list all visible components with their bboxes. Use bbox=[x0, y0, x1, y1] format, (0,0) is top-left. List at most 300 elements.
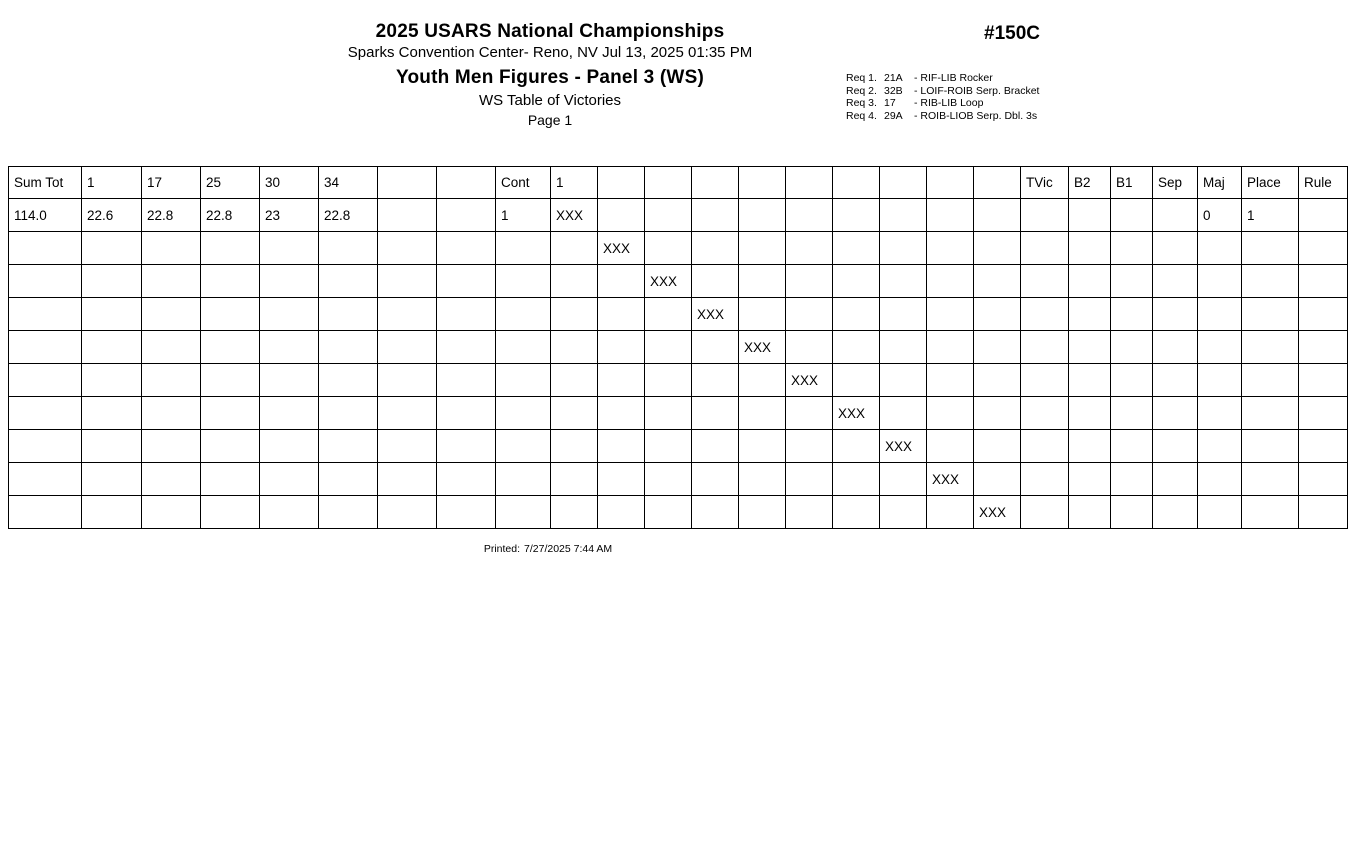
cell-v2[interactable] bbox=[598, 298, 645, 331]
cell-v6[interactable]: XXX bbox=[786, 364, 833, 397]
cell-v9[interactable] bbox=[927, 364, 974, 397]
cell-v3[interactable]: XXX bbox=[645, 265, 692, 298]
column-header-v10 bbox=[974, 167, 1021, 199]
cell-v5[interactable] bbox=[739, 430, 786, 463]
cell-blank2[interactable] bbox=[437, 232, 496, 265]
cell-cont[interactable] bbox=[496, 364, 551, 397]
requirement-code: 17 bbox=[884, 97, 896, 110]
cell-b1[interactable] bbox=[1111, 265, 1153, 298]
column-header-v2 bbox=[598, 167, 645, 199]
cell-b1[interactable] bbox=[1111, 232, 1153, 265]
cell-cont[interactable] bbox=[496, 331, 551, 364]
cell-b2[interactable] bbox=[1069, 496, 1111, 529]
cell-v8[interactable] bbox=[880, 265, 927, 298]
cell-sum_tot[interactable] bbox=[9, 397, 82, 430]
cell-rule[interactable] bbox=[1299, 364, 1348, 397]
cell-j1[interactable] bbox=[82, 430, 142, 463]
cell-tvic[interactable] bbox=[1021, 430, 1069, 463]
cell-sep[interactable] bbox=[1153, 331, 1198, 364]
cell-blank1[interactable] bbox=[378, 298, 437, 331]
column-header-v9 bbox=[927, 167, 974, 199]
page-label: Page 1 bbox=[527, 112, 573, 128]
requirement-number: Req 4. bbox=[846, 109, 877, 122]
cell-blank2[interactable] bbox=[437, 364, 496, 397]
cell-maj[interactable] bbox=[1198, 496, 1242, 529]
cell-j1[interactable]: 22.6 bbox=[82, 199, 142, 232]
cell-j34[interactable] bbox=[319, 430, 378, 463]
cell-v9[interactable] bbox=[927, 265, 974, 298]
table-row bbox=[9, 199, 1348, 232]
cell-v2[interactable] bbox=[598, 496, 645, 529]
cell-j30[interactable] bbox=[260, 232, 319, 265]
cell-v2[interactable] bbox=[598, 430, 645, 463]
cell-b1[interactable] bbox=[1111, 298, 1153, 331]
cell-v3[interactable] bbox=[645, 331, 692, 364]
cell-v7[interactable] bbox=[833, 331, 880, 364]
cell-v7[interactable]: XXX bbox=[833, 397, 880, 430]
cell-b2[interactable] bbox=[1069, 232, 1111, 265]
cell-j25[interactable] bbox=[201, 430, 260, 463]
cell-j34[interactable] bbox=[319, 298, 378, 331]
cell-tvic[interactable] bbox=[1021, 298, 1069, 331]
cell-v10[interactable] bbox=[974, 430, 1021, 463]
cell-j30[interactable] bbox=[260, 265, 319, 298]
column-header-sum_tot: Sum Tot bbox=[9, 167, 82, 199]
cell-v8[interactable] bbox=[880, 232, 927, 265]
cell-sep[interactable] bbox=[1153, 463, 1198, 496]
event-number: #150C bbox=[984, 23, 1040, 44]
cell-v7[interactable] bbox=[833, 496, 880, 529]
cell-sum_tot[interactable] bbox=[9, 463, 82, 496]
cell-sum_tot[interactable] bbox=[9, 364, 82, 397]
cell-v6[interactable] bbox=[786, 463, 833, 496]
cell-tvic[interactable] bbox=[1021, 496, 1069, 529]
requirement-code: 21A bbox=[884, 72, 903, 84]
cell-place[interactable] bbox=[1242, 397, 1299, 430]
cell-j1[interactable] bbox=[82, 364, 142, 397]
cell-j34[interactable] bbox=[319, 232, 378, 265]
column-header-v3 bbox=[645, 167, 692, 199]
cell-v9[interactable] bbox=[927, 199, 974, 232]
cell-maj[interactable] bbox=[1198, 430, 1242, 463]
cell-v5[interactable] bbox=[739, 463, 786, 496]
cell-j30[interactable] bbox=[260, 496, 319, 529]
column-header-blank1 bbox=[378, 167, 437, 199]
requirement-description: - LOIF-ROIB Serp. Bracket bbox=[914, 84, 1040, 97]
cell-place[interactable] bbox=[1242, 364, 1299, 397]
cell-v3[interactable] bbox=[645, 364, 692, 397]
cell-j17[interactable] bbox=[142, 364, 201, 397]
cell-tvic[interactable] bbox=[1021, 199, 1069, 232]
cell-rule[interactable] bbox=[1299, 232, 1348, 265]
cell-v5[interactable] bbox=[739, 496, 786, 529]
cell-j34[interactable] bbox=[319, 397, 378, 430]
cell-v6[interactable] bbox=[786, 232, 833, 265]
cell-place[interactable] bbox=[1242, 265, 1299, 298]
cell-b2[interactable] bbox=[1069, 463, 1111, 496]
cell-v9[interactable] bbox=[927, 397, 974, 430]
cell-b2[interactable] bbox=[1069, 397, 1111, 430]
cell-v8[interactable] bbox=[880, 331, 927, 364]
cell-v1[interactable] bbox=[551, 463, 598, 496]
cell-j1[interactable] bbox=[82, 331, 142, 364]
cell-j34[interactable]: 22.8 bbox=[319, 199, 378, 232]
cell-blank1[interactable] bbox=[378, 496, 437, 529]
cell-j34[interactable] bbox=[319, 496, 378, 529]
cell-place[interactable] bbox=[1242, 496, 1299, 529]
cell-v3[interactable] bbox=[645, 430, 692, 463]
cell-cont[interactable] bbox=[496, 463, 551, 496]
cell-maj[interactable] bbox=[1198, 232, 1242, 265]
cell-j17[interactable] bbox=[142, 298, 201, 331]
cell-v4[interactable] bbox=[692, 463, 739, 496]
cell-j30[interactable] bbox=[260, 430, 319, 463]
cell-b1[interactable] bbox=[1111, 199, 1153, 232]
cell-v3[interactable] bbox=[645, 496, 692, 529]
cell-v2[interactable] bbox=[598, 463, 645, 496]
requirement-description: - RIB-LIB Loop bbox=[914, 97, 984, 110]
cell-b1[interactable] bbox=[1111, 430, 1153, 463]
cell-v5[interactable] bbox=[739, 298, 786, 331]
cell-v10[interactable]: XXX bbox=[974, 496, 1021, 529]
cell-v7[interactable] bbox=[833, 364, 880, 397]
cell-blank1[interactable] bbox=[378, 397, 437, 430]
cell-v1[interactable] bbox=[551, 364, 598, 397]
cell-cont[interactable] bbox=[496, 496, 551, 529]
cell-v10[interactable] bbox=[974, 331, 1021, 364]
cell-blank1[interactable] bbox=[378, 199, 437, 232]
cell-rule[interactable] bbox=[1299, 199, 1348, 232]
cell-j1[interactable] bbox=[82, 496, 142, 529]
cell-v5[interactable] bbox=[739, 232, 786, 265]
cell-sum_tot[interactable] bbox=[9, 265, 82, 298]
cell-cont[interactable] bbox=[496, 265, 551, 298]
cell-cont[interactable] bbox=[496, 430, 551, 463]
cell-sep[interactable] bbox=[1153, 298, 1198, 331]
cell-v1[interactable]: XXX bbox=[551, 199, 598, 232]
cell-v4[interactable] bbox=[692, 331, 739, 364]
cell-cont[interactable]: 1 bbox=[496, 199, 551, 232]
cell-v4[interactable] bbox=[692, 364, 739, 397]
cell-b2[interactable] bbox=[1069, 265, 1111, 298]
cell-place[interactable] bbox=[1242, 232, 1299, 265]
cell-v4[interactable] bbox=[692, 232, 739, 265]
cell-tvic[interactable] bbox=[1021, 364, 1069, 397]
cell-v2[interactable]: XXX bbox=[598, 232, 645, 265]
cell-blank2[interactable] bbox=[437, 331, 496, 364]
cell-v10[interactable] bbox=[974, 232, 1021, 265]
cell-place[interactable] bbox=[1242, 430, 1299, 463]
cell-v10[interactable] bbox=[974, 397, 1021, 430]
cell-v9[interactable]: XXX bbox=[927, 463, 974, 496]
cell-v4[interactable] bbox=[692, 265, 739, 298]
cell-j25[interactable] bbox=[201, 232, 260, 265]
cell-blank1[interactable] bbox=[378, 463, 437, 496]
cell-j25[interactable] bbox=[201, 364, 260, 397]
cell-v10[interactable] bbox=[974, 463, 1021, 496]
cell-j25[interactable]: 22.8 bbox=[201, 199, 260, 232]
cell-b2[interactable] bbox=[1069, 430, 1111, 463]
cell-v10[interactable] bbox=[974, 265, 1021, 298]
column-header-v8 bbox=[880, 167, 927, 199]
cell-v3[interactable] bbox=[645, 232, 692, 265]
cell-blank1[interactable] bbox=[378, 265, 437, 298]
cell-v1[interactable] bbox=[551, 397, 598, 430]
table-of-victories bbox=[8, 166, 1348, 529]
cell-j25[interactable] bbox=[201, 397, 260, 430]
cell-v7[interactable] bbox=[833, 463, 880, 496]
cell-tvic[interactable] bbox=[1021, 463, 1069, 496]
column-header-v1: 1 bbox=[551, 167, 598, 199]
cell-rule[interactable] bbox=[1299, 331, 1348, 364]
column-header-j34: 34 bbox=[319, 167, 378, 199]
cell-j17[interactable] bbox=[142, 331, 201, 364]
cell-v4[interactable] bbox=[692, 397, 739, 430]
cell-v8[interactable] bbox=[880, 298, 927, 331]
cell-j30[interactable] bbox=[260, 331, 319, 364]
cell-j34[interactable] bbox=[319, 463, 378, 496]
cell-j17[interactable] bbox=[142, 496, 201, 529]
cell-j30[interactable] bbox=[260, 364, 319, 397]
cell-v8[interactable] bbox=[880, 199, 927, 232]
cell-v1[interactable] bbox=[551, 496, 598, 529]
cell-v3[interactable] bbox=[645, 463, 692, 496]
requirement-code: 29A bbox=[884, 109, 903, 122]
cell-v6[interactable] bbox=[786, 265, 833, 298]
cell-v10[interactable] bbox=[974, 199, 1021, 232]
cell-v4[interactable]: XXX bbox=[692, 298, 739, 331]
cell-j25[interactable] bbox=[201, 265, 260, 298]
cell-v4[interactable] bbox=[692, 496, 739, 529]
cell-j17[interactable]: 22.8 bbox=[142, 199, 201, 232]
cell-v10[interactable] bbox=[974, 364, 1021, 397]
cell-sum_tot[interactable] bbox=[9, 298, 82, 331]
cell-b1[interactable] bbox=[1111, 331, 1153, 364]
cell-v7[interactable] bbox=[833, 430, 880, 463]
column-header-j25: 25 bbox=[201, 167, 260, 199]
cell-blank2[interactable] bbox=[437, 496, 496, 529]
cell-sum_tot[interactable]: 114.0 bbox=[9, 199, 82, 232]
table-body bbox=[9, 199, 1348, 529]
cell-sep[interactable] bbox=[1153, 496, 1198, 529]
printed-label: Printed: bbox=[483, 543, 521, 555]
cell-maj[interactable] bbox=[1198, 331, 1242, 364]
cell-sep[interactable] bbox=[1153, 199, 1198, 232]
column-header-sep: Sep bbox=[1153, 167, 1198, 199]
cell-maj[interactable] bbox=[1198, 265, 1242, 298]
cell-v6[interactable] bbox=[786, 199, 833, 232]
cell-v6[interactable] bbox=[786, 430, 833, 463]
cell-rule[interactable] bbox=[1299, 430, 1348, 463]
cell-place[interactable] bbox=[1242, 298, 1299, 331]
cell-cont[interactable] bbox=[496, 397, 551, 430]
cell-blank1[interactable] bbox=[378, 430, 437, 463]
cell-sep[interactable] bbox=[1153, 397, 1198, 430]
cell-v5[interactable]: XXX bbox=[739, 331, 786, 364]
cell-tvic[interactable] bbox=[1021, 232, 1069, 265]
cell-v3[interactable] bbox=[645, 298, 692, 331]
cell-b1[interactable] bbox=[1111, 397, 1153, 430]
cell-sep[interactable] bbox=[1153, 430, 1198, 463]
cell-v7[interactable] bbox=[833, 199, 880, 232]
cell-rule[interactable] bbox=[1299, 463, 1348, 496]
cell-v2[interactable] bbox=[598, 265, 645, 298]
cell-v8[interactable] bbox=[880, 397, 927, 430]
cell-j17[interactable] bbox=[142, 463, 201, 496]
cell-j1[interactable] bbox=[82, 298, 142, 331]
cell-j30[interactable] bbox=[260, 463, 319, 496]
cell-v3[interactable] bbox=[645, 397, 692, 430]
cell-rule[interactable] bbox=[1299, 265, 1348, 298]
cell-sum_tot[interactable] bbox=[9, 331, 82, 364]
cell-v4[interactable] bbox=[692, 199, 739, 232]
cell-blank2[interactable] bbox=[437, 199, 496, 232]
cell-blank1[interactable] bbox=[378, 232, 437, 265]
cell-place[interactable] bbox=[1242, 331, 1299, 364]
event-title: 2025 USARS National Championships bbox=[375, 21, 725, 42]
cell-v3[interactable] bbox=[645, 199, 692, 232]
cell-v6[interactable] bbox=[786, 298, 833, 331]
cell-j17[interactable] bbox=[142, 397, 201, 430]
cell-v5[interactable] bbox=[739, 199, 786, 232]
table-row bbox=[9, 265, 1348, 298]
cell-v2[interactable] bbox=[598, 397, 645, 430]
cell-b2[interactable] bbox=[1069, 298, 1111, 331]
cell-v5[interactable] bbox=[739, 265, 786, 298]
cell-j1[interactable] bbox=[82, 397, 142, 430]
cell-v9[interactable] bbox=[927, 232, 974, 265]
cell-maj[interactable] bbox=[1198, 397, 1242, 430]
cell-rule[interactable] bbox=[1299, 496, 1348, 529]
cell-tvic[interactable] bbox=[1021, 265, 1069, 298]
cell-j34[interactable] bbox=[319, 331, 378, 364]
cell-b1[interactable] bbox=[1111, 463, 1153, 496]
cell-j25[interactable] bbox=[201, 463, 260, 496]
requirement-number: Req 3. bbox=[846, 97, 877, 110]
cell-j1[interactable] bbox=[82, 463, 142, 496]
cell-v5[interactable] bbox=[739, 364, 786, 397]
cell-j17[interactable] bbox=[142, 232, 201, 265]
cell-blank2[interactable] bbox=[437, 265, 496, 298]
column-header-b2: B2 bbox=[1069, 167, 1111, 199]
cell-cont[interactable] bbox=[496, 232, 551, 265]
cell-v7[interactable] bbox=[833, 298, 880, 331]
cell-v6[interactable] bbox=[786, 496, 833, 529]
cell-j25[interactable] bbox=[201, 496, 260, 529]
cell-maj[interactable] bbox=[1198, 298, 1242, 331]
column-header-j17: 17 bbox=[142, 167, 201, 199]
cell-blank2[interactable] bbox=[437, 397, 496, 430]
cell-v10[interactable] bbox=[974, 298, 1021, 331]
cell-v9[interactable] bbox=[927, 496, 974, 529]
cell-v1[interactable] bbox=[551, 232, 598, 265]
cell-v2[interactable] bbox=[598, 331, 645, 364]
cell-v8[interactable]: XXX bbox=[880, 430, 927, 463]
cell-rule[interactable] bbox=[1299, 298, 1348, 331]
cell-tvic[interactable] bbox=[1021, 331, 1069, 364]
cell-rule[interactable] bbox=[1299, 397, 1348, 430]
cell-v4[interactable] bbox=[692, 430, 739, 463]
cell-place[interactable]: 1 bbox=[1242, 199, 1299, 232]
cell-sum_tot[interactable] bbox=[9, 430, 82, 463]
cell-blank2[interactable] bbox=[437, 463, 496, 496]
cell-cont[interactable] bbox=[496, 298, 551, 331]
cell-v6[interactable] bbox=[786, 397, 833, 430]
cell-v8[interactable] bbox=[880, 496, 927, 529]
venue-line: Sparks Convention Center- Reno, NV Jul 13, 2025 01:35 PM bbox=[347, 44, 753, 61]
cell-v5[interactable] bbox=[739, 397, 786, 430]
cell-v1[interactable] bbox=[551, 430, 598, 463]
cell-v1[interactable] bbox=[551, 265, 598, 298]
cell-v7[interactable] bbox=[833, 265, 880, 298]
cell-v9[interactable] bbox=[927, 331, 974, 364]
cell-j30[interactable] bbox=[260, 397, 319, 430]
cell-b1[interactable] bbox=[1111, 496, 1153, 529]
cell-j30[interactable] bbox=[260, 298, 319, 331]
cell-v2[interactable] bbox=[598, 199, 645, 232]
cell-tvic[interactable] bbox=[1021, 397, 1069, 430]
cell-j25[interactable] bbox=[201, 331, 260, 364]
cell-j1[interactable] bbox=[82, 232, 142, 265]
cell-v7[interactable] bbox=[833, 232, 880, 265]
cell-j30[interactable]: 23 bbox=[260, 199, 319, 232]
cell-j25[interactable] bbox=[201, 298, 260, 331]
cell-blank1[interactable] bbox=[378, 364, 437, 397]
cell-v9[interactable] bbox=[927, 298, 974, 331]
cell-b1[interactable] bbox=[1111, 364, 1153, 397]
cell-v2[interactable] bbox=[598, 364, 645, 397]
cell-blank1[interactable] bbox=[378, 331, 437, 364]
cell-j17[interactable] bbox=[142, 265, 201, 298]
requirement-description: - ROIB-LIOB Serp. Dbl. 3s bbox=[914, 109, 1038, 122]
cell-b2[interactable] bbox=[1069, 199, 1111, 232]
cell-sum_tot[interactable] bbox=[9, 232, 82, 265]
cell-sep[interactable] bbox=[1153, 265, 1198, 298]
cell-v9[interactable] bbox=[927, 430, 974, 463]
table-row bbox=[9, 430, 1348, 463]
cell-b2[interactable] bbox=[1069, 331, 1111, 364]
cell-blank2[interactable] bbox=[437, 430, 496, 463]
requirement-number: Req 2. bbox=[846, 84, 877, 97]
cell-v1[interactable] bbox=[551, 298, 598, 331]
cell-j17[interactable] bbox=[142, 430, 201, 463]
requirement-row bbox=[846, 97, 1039, 110]
column-header-place: Place bbox=[1242, 167, 1299, 199]
column-header-v6 bbox=[786, 167, 833, 199]
cell-place[interactable] bbox=[1242, 463, 1299, 496]
cell-sep[interactable] bbox=[1153, 364, 1198, 397]
cell-maj[interactable] bbox=[1198, 463, 1242, 496]
column-header-v4 bbox=[692, 167, 739, 199]
cell-sum_tot[interactable] bbox=[9, 496, 82, 529]
cell-v6[interactable] bbox=[786, 331, 833, 364]
cell-sep[interactable] bbox=[1153, 232, 1198, 265]
cell-j34[interactable] bbox=[319, 364, 378, 397]
column-header-j1: 1 bbox=[82, 167, 142, 199]
cell-maj[interactable]: 0 bbox=[1198, 199, 1242, 232]
cell-blank2[interactable] bbox=[437, 298, 496, 331]
cell-j1[interactable] bbox=[82, 265, 142, 298]
column-header-blank2 bbox=[437, 167, 496, 199]
table-row bbox=[9, 364, 1348, 397]
cell-v8[interactable] bbox=[880, 364, 927, 397]
cell-v8[interactable] bbox=[880, 463, 927, 496]
cell-b2[interactable] bbox=[1069, 364, 1111, 397]
table-row bbox=[9, 232, 1348, 265]
cell-maj[interactable] bbox=[1198, 364, 1242, 397]
cell-v1[interactable] bbox=[551, 331, 598, 364]
cell-j34[interactable] bbox=[319, 265, 378, 298]
